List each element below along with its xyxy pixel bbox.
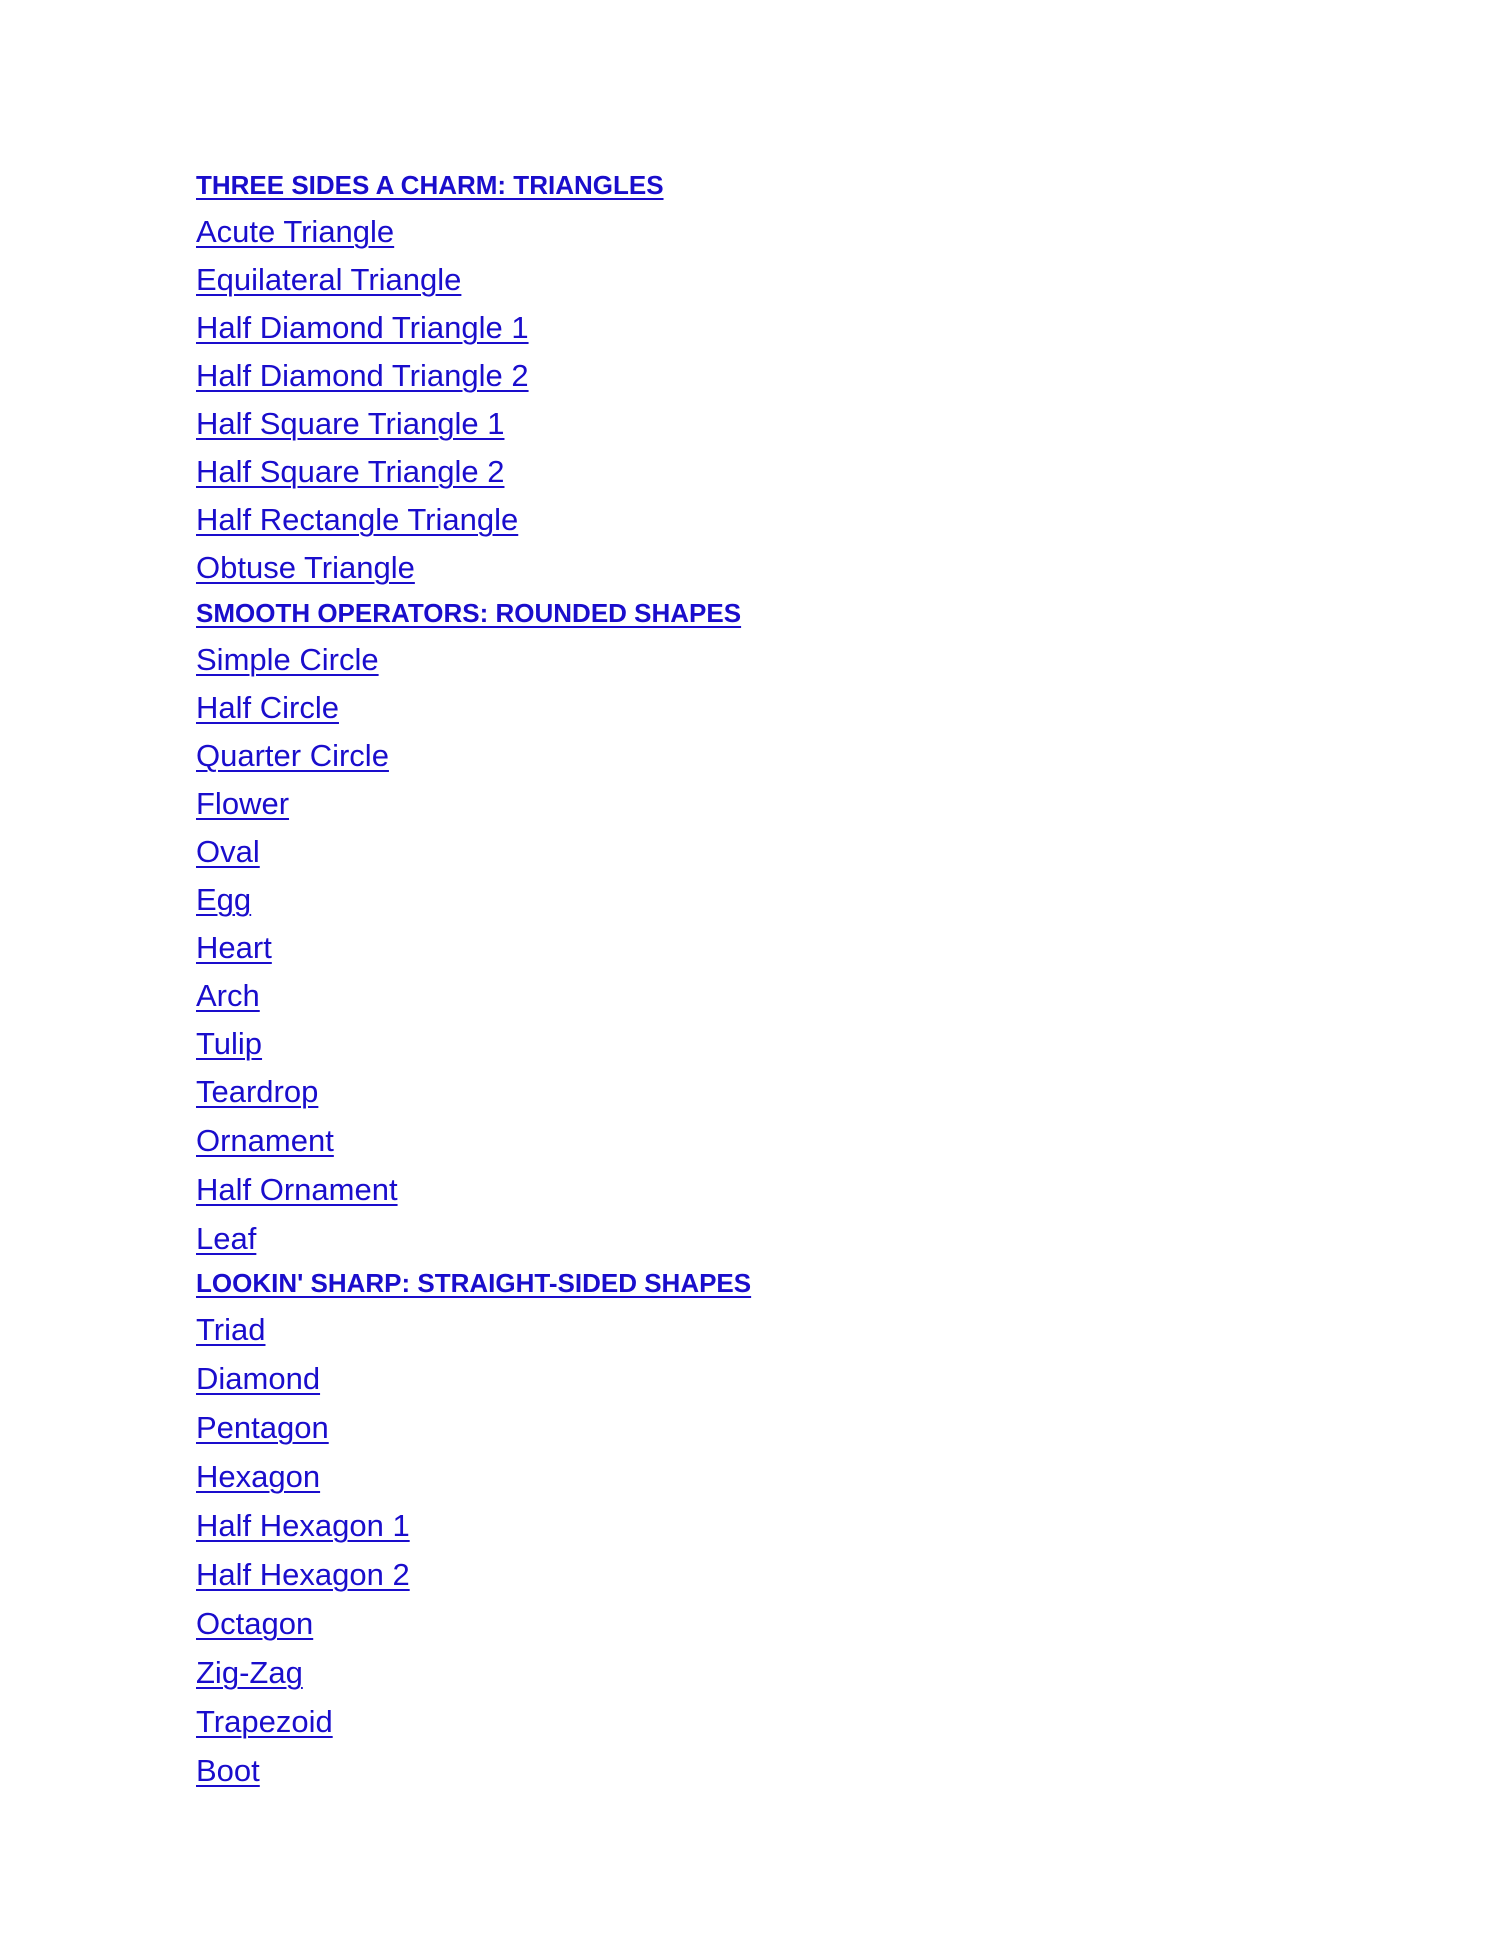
- link-half-diamond-triangle-1[interactable]: Half Diamond Triangle 1: [196, 310, 529, 345]
- link-half-square-triangle-2[interactable]: Half Square Triangle 2: [196, 454, 505, 489]
- link-pentagon[interactable]: Pentagon: [196, 1410, 329, 1445]
- section-heading-triangles[interactable]: THREE SIDES A CHARM: TRIANGLES: [196, 170, 664, 200]
- link-egg[interactable]: Egg: [196, 882, 252, 917]
- link-acute-triangle[interactable]: Acute Triangle: [196, 214, 395, 249]
- link-tulip[interactable]: Tulip: [196, 1026, 263, 1061]
- link-half-hexagon-2[interactable]: Half Hexagon 2: [196, 1557, 410, 1592]
- link-half-diamond-triangle-2[interactable]: Half Diamond Triangle 2: [196, 358, 529, 393]
- link-hexagon[interactable]: Hexagon: [196, 1459, 321, 1494]
- link-arch[interactable]: Arch: [196, 978, 260, 1013]
- link-equilateral-triangle[interactable]: Equilateral Triangle: [196, 262, 462, 297]
- link-boot[interactable]: Boot: [196, 1753, 260, 1788]
- link-half-circle[interactable]: Half Circle: [196, 690, 339, 725]
- link-simple-circle[interactable]: Simple Circle: [196, 642, 379, 677]
- link-quarter-circle[interactable]: Quarter Circle: [196, 738, 389, 773]
- link-leaf[interactable]: Leaf: [196, 1221, 257, 1256]
- link-triad[interactable]: Triad: [196, 1312, 266, 1347]
- link-half-square-triangle-1[interactable]: Half Square Triangle 1: [196, 406, 505, 441]
- link-octagon[interactable]: Octagon: [196, 1606, 314, 1641]
- link-zig-zag[interactable]: Zig-Zag: [196, 1655, 303, 1690]
- link-half-hexagon-1[interactable]: Half Hexagon 1: [196, 1508, 410, 1543]
- link-teardrop[interactable]: Teardrop: [196, 1074, 319, 1109]
- section-heading-rounded-shapes[interactable]: SMOOTH OPERATORS: ROUNDED SHAPES: [196, 598, 742, 628]
- link-oval[interactable]: Oval: [196, 834, 260, 869]
- link-obtuse-triangle[interactable]: Obtuse Triangle: [196, 550, 415, 585]
- link-trapezoid[interactable]: Trapezoid: [196, 1704, 333, 1739]
- link-ornament[interactable]: Ornament: [196, 1123, 334, 1158]
- link-heart[interactable]: Heart: [196, 930, 272, 965]
- link-half-rectangle-triangle[interactable]: Half Rectangle Triangle: [196, 502, 519, 537]
- link-half-ornament[interactable]: Half Ornament: [196, 1172, 398, 1207]
- link-flower[interactable]: Flower: [196, 786, 290, 821]
- link-diamond[interactable]: Diamond: [196, 1361, 321, 1396]
- section-heading-straight-sided-shapes[interactable]: LOOKIN' SHARP: STRAIGHT-SIDED SHAPES: [196, 1268, 752, 1298]
